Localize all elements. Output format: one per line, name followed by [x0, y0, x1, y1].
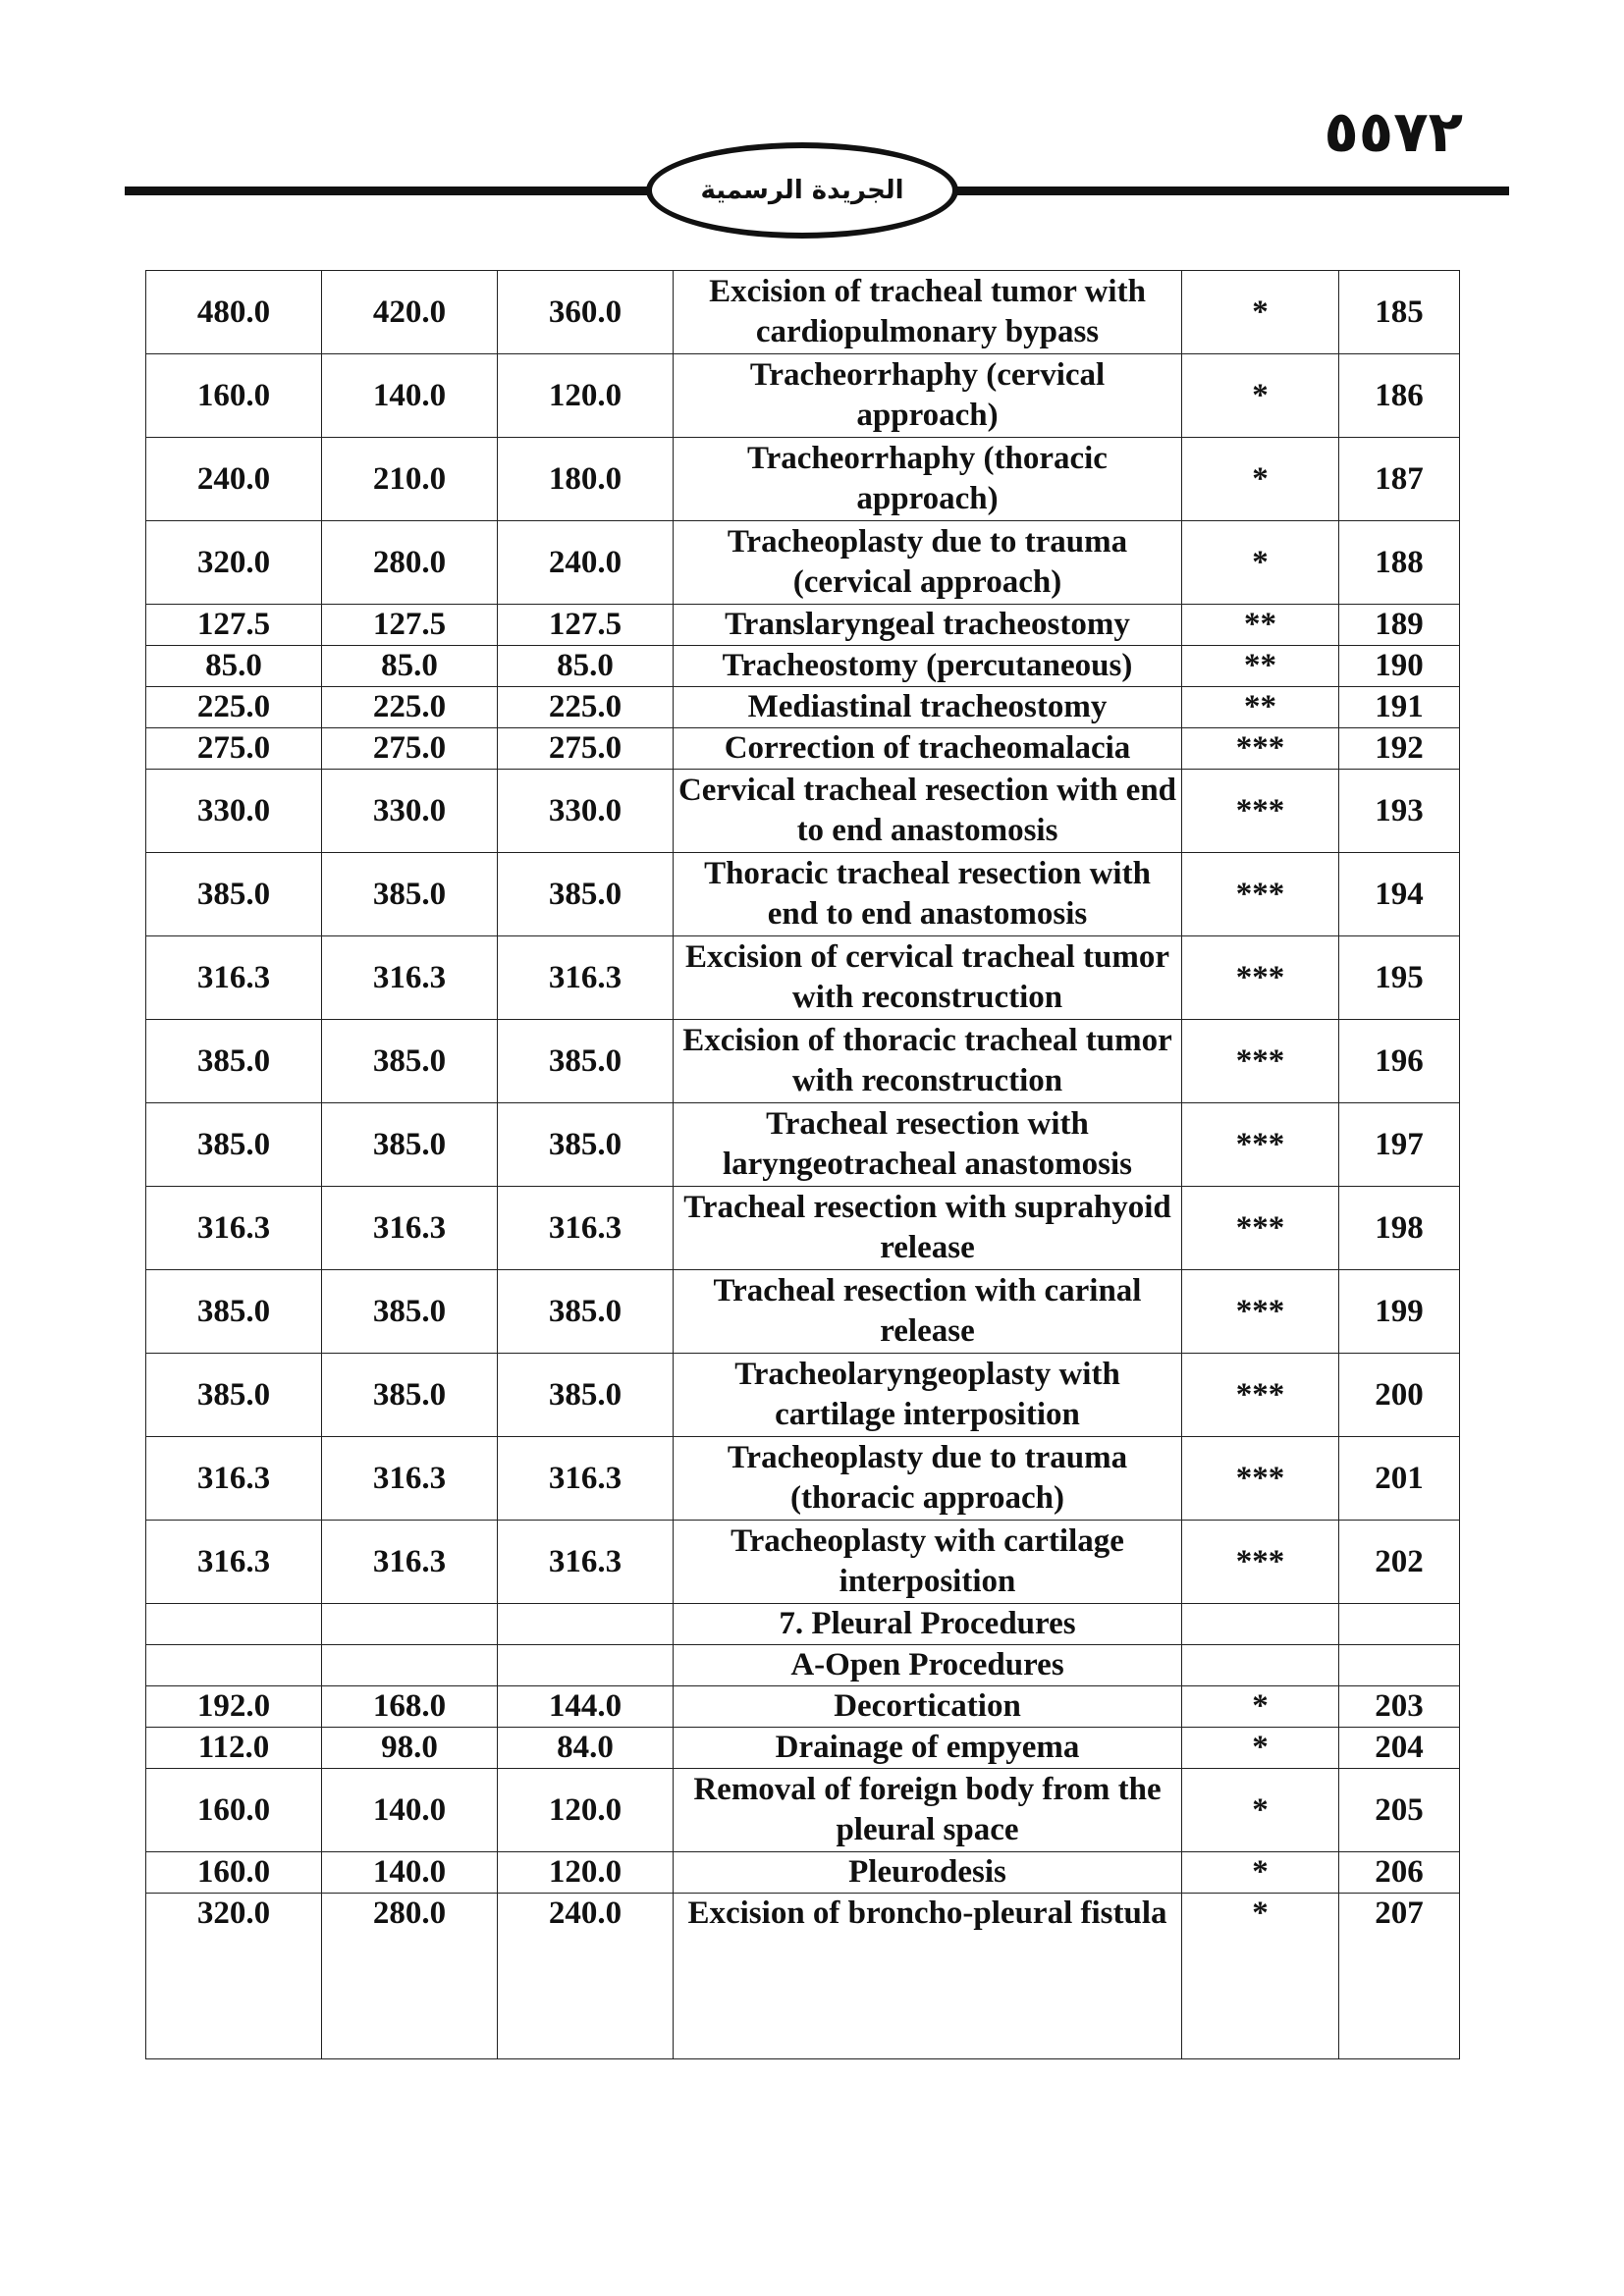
category-mark-cell: * [1182, 1769, 1339, 1852]
page-number: ٥٥٧٢ [1324, 98, 1463, 165]
procedure-name-cell: Excision of broncho-pleural fistula [674, 1894, 1182, 2059]
category-mark-cell: * [1182, 1686, 1339, 1728]
table-row [146, 687, 1460, 728]
category-mark-cell [1182, 1645, 1339, 1686]
fee-cell-1: 112.0 [146, 1728, 322, 1769]
table-row [146, 521, 1460, 605]
procedure-name-cell: Excision of tracheal tumor with cardiopulmonary bypass [674, 271, 1182, 354]
fee-cell-3: 385.0 [498, 1103, 674, 1187]
procedure-name-cell: Pleurodesis [674, 1852, 1182, 1894]
procedure-code-cell: 185 [1339, 271, 1460, 354]
fee-cell-2: 168.0 [322, 1686, 498, 1728]
procedure-name-cell: Mediastinal tracheostomy [674, 687, 1182, 728]
fee-cell-3: 385.0 [498, 1020, 674, 1103]
fee-cell-1 [146, 1645, 322, 1686]
procedure-name-cell: Tracheoplasty due to trauma (thoracic approach) [674, 1437, 1182, 1521]
procedure-code-cell: 197 [1339, 1103, 1460, 1187]
fee-cell-3: 385.0 [498, 853, 674, 936]
category-mark-cell: ** [1182, 687, 1339, 728]
fee-cell-3: 120.0 [498, 354, 674, 438]
fee-cell-2: 140.0 [322, 1769, 498, 1852]
procedure-code-cell: 186 [1339, 354, 1460, 438]
category-mark-cell: *** [1182, 936, 1339, 1020]
fee-cell-1: 320.0 [146, 521, 322, 605]
fee-cell-1: 160.0 [146, 1852, 322, 1894]
fee-cell-2: 385.0 [322, 1020, 498, 1103]
procedure-code-cell: 204 [1339, 1728, 1460, 1769]
category-mark-cell: ** [1182, 646, 1339, 687]
fee-cell-3: 316.3 [498, 1187, 674, 1270]
fee-cell-2: 225.0 [322, 687, 498, 728]
fee-cell-1: 275.0 [146, 728, 322, 770]
table-row [146, 1354, 1460, 1437]
fee-cell-2 [322, 1645, 498, 1686]
procedure-code-cell: 193 [1339, 770, 1460, 853]
fee-cell-2: 385.0 [322, 1103, 498, 1187]
procedure-code-cell: 192 [1339, 728, 1460, 770]
fee-cell-1: 160.0 [146, 1769, 322, 1852]
table-row [146, 770, 1460, 853]
table-row [146, 1728, 1460, 1769]
fee-cell-2: 85.0 [322, 646, 498, 687]
category-mark-cell: * [1182, 521, 1339, 605]
fee-cell-1: 192.0 [146, 1686, 322, 1728]
procedure-name-cell: Excision of cervical tracheal tumor with reconstruction [674, 936, 1182, 1020]
procedure-code-cell: 205 [1339, 1769, 1460, 1852]
category-mark-cell: *** [1182, 728, 1339, 770]
fee-cell-2: 420.0 [322, 271, 498, 354]
procedure-code-cell: 207 [1339, 1894, 1460, 2059]
category-mark-cell: * [1182, 1852, 1339, 1894]
table-row [146, 1604, 1460, 1645]
fee-cell-1: 316.3 [146, 1521, 322, 1604]
procedure-code-cell: 206 [1339, 1852, 1460, 1894]
table-row [146, 1852, 1460, 1894]
fee-cell-3: 385.0 [498, 1354, 674, 1437]
table-row [146, 1686, 1460, 1728]
fee-schedule-table [145, 270, 1460, 2059]
procedure-code-cell: 187 [1339, 438, 1460, 521]
table-row [146, 936, 1460, 1020]
table-row [146, 271, 1460, 354]
procedure-name-cell: Removal of foreign body from the pleural space [674, 1769, 1182, 1852]
procedure-name-cell: Tracheolaryngeoplasty with cartilage interposition [674, 1354, 1182, 1437]
table-row [146, 1187, 1460, 1270]
fee-cell-2: 316.3 [322, 1187, 498, 1270]
table-row [146, 1645, 1460, 1686]
fee-cell-1: 127.5 [146, 605, 322, 646]
fee-cell-1: 85.0 [146, 646, 322, 687]
procedure-code-cell: 191 [1339, 687, 1460, 728]
procedure-code-cell: 199 [1339, 1270, 1460, 1354]
fee-cell-1: 480.0 [146, 271, 322, 354]
fee-cell-3 [498, 1604, 674, 1645]
procedure-code-cell: 201 [1339, 1437, 1460, 1521]
fee-cell-1: 385.0 [146, 853, 322, 936]
procedure-name-cell: Tracheoplasty due to trauma (cervical approach) [674, 521, 1182, 605]
procedure-code-cell: 196 [1339, 1020, 1460, 1103]
fee-cell-2: 316.3 [322, 1437, 498, 1521]
fee-cell-3: 316.3 [498, 936, 674, 1020]
table-row [146, 728, 1460, 770]
fee-cell-2: 330.0 [322, 770, 498, 853]
table-row [146, 354, 1460, 438]
procedure-code-cell [1339, 1645, 1460, 1686]
category-mark-cell: * [1182, 438, 1339, 521]
fee-cell-1: 240.0 [146, 438, 322, 521]
table-row [146, 646, 1460, 687]
fee-cell-2: 385.0 [322, 1270, 498, 1354]
fee-cell-3: 84.0 [498, 1728, 674, 1769]
fee-cell-3: 275.0 [498, 728, 674, 770]
fee-cell-2: 275.0 [322, 728, 498, 770]
category-mark-cell: ** [1182, 605, 1339, 646]
fee-cell-3: 330.0 [498, 770, 674, 853]
fee-cell-1: 385.0 [146, 1020, 322, 1103]
table-row [146, 1270, 1460, 1354]
fee-cell-1: 316.3 [146, 936, 322, 1020]
fee-cell-1: 316.3 [146, 1437, 322, 1521]
table-row [146, 1020, 1460, 1103]
procedure-name-cell: Tracheal resection with suprahyoid release [674, 1187, 1182, 1270]
table-body [146, 271, 1460, 2059]
table-row [146, 1769, 1460, 1852]
fee-cell-2: 316.3 [322, 936, 498, 1020]
procedure-name-cell: Tracheal resection with carinal release [674, 1270, 1182, 1354]
procedure-code-cell: 203 [1339, 1686, 1460, 1728]
category-mark-cell: * [1182, 271, 1339, 354]
fee-cell-3: 360.0 [498, 271, 674, 354]
procedure-name-cell: Tracheal resection with laryngeotracheal anastomosis [674, 1103, 1182, 1187]
procedure-code-cell [1339, 1604, 1460, 1645]
fee-cell-1: 330.0 [146, 770, 322, 853]
fee-cell-3: 316.3 [498, 1521, 674, 1604]
fee-cell-3: 85.0 [498, 646, 674, 687]
procedure-name-cell: Tracheorrhaphy (thoracic approach) [674, 438, 1182, 521]
procedure-name-cell: Tracheoplasty with cartilage interposition [674, 1521, 1182, 1604]
procedure-name-cell: 7. Pleural Procedures [674, 1604, 1182, 1645]
fee-cell-2: 280.0 [322, 1894, 498, 2059]
fee-cell-2: 316.3 [322, 1521, 498, 1604]
fee-cell-3: 180.0 [498, 438, 674, 521]
category-mark-cell: *** [1182, 1270, 1339, 1354]
procedure-code-cell: 194 [1339, 853, 1460, 936]
fee-cell-2 [322, 1604, 498, 1645]
table-row [146, 853, 1460, 936]
procedure-code-cell: 195 [1339, 936, 1460, 1020]
fee-cell-3: 240.0 [498, 521, 674, 605]
table-row [146, 1894, 1460, 2059]
fee-cell-3: 316.3 [498, 1437, 674, 1521]
procedure-name-cell: Excision of thoracic tracheal tumor with reconstruction [674, 1020, 1182, 1103]
procedure-name-cell: Tracheostomy (percutaneous) [674, 646, 1182, 687]
table-row [146, 605, 1460, 646]
category-mark-cell: *** [1182, 1020, 1339, 1103]
category-mark-cell [1182, 1604, 1339, 1645]
fee-cell-2: 98.0 [322, 1728, 498, 1769]
procedure-name-cell: Translaryngeal tracheostomy [674, 605, 1182, 646]
table-row [146, 1103, 1460, 1187]
fee-cell-3: 144.0 [498, 1686, 674, 1728]
category-mark-cell: * [1182, 354, 1339, 438]
table-row [146, 1521, 1460, 1604]
procedure-code-cell: 202 [1339, 1521, 1460, 1604]
category-mark-cell: *** [1182, 853, 1339, 936]
procedure-name-cell: A-Open Procedures [674, 1645, 1182, 1686]
procedure-name-cell: Cervical tracheal resection with end to end anastomosis [674, 770, 1182, 853]
procedure-name-cell: Tracheorrhaphy (cervical approach) [674, 354, 1182, 438]
procedure-code-cell: 198 [1339, 1187, 1460, 1270]
fee-cell-1: 385.0 [146, 1354, 322, 1437]
fee-cell-3: 225.0 [498, 687, 674, 728]
category-mark-cell: * [1182, 1894, 1339, 2059]
procedure-name-cell: Correction of tracheomalacia [674, 728, 1182, 770]
category-mark-cell: *** [1182, 1521, 1339, 1604]
fee-cell-2: 280.0 [322, 521, 498, 605]
fee-cell-3 [498, 1645, 674, 1686]
fee-cell-3: 127.5 [498, 605, 674, 646]
procedure-code-cell: 200 [1339, 1354, 1460, 1437]
fee-cell-2: 385.0 [322, 853, 498, 936]
fee-cell-3: 240.0 [498, 1894, 674, 2059]
fee-cell-1: 385.0 [146, 1270, 322, 1354]
gazette-title: الجريدة الرسمية [700, 176, 904, 205]
procedure-code-cell: 190 [1339, 646, 1460, 687]
category-mark-cell: *** [1182, 770, 1339, 853]
fee-cell-3: 120.0 [498, 1769, 674, 1852]
procedure-code-cell: 188 [1339, 521, 1460, 605]
fee-cell-1: 316.3 [146, 1187, 322, 1270]
category-mark-cell: * [1182, 1728, 1339, 1769]
category-mark-cell: *** [1182, 1187, 1339, 1270]
fee-cell-3: 385.0 [498, 1270, 674, 1354]
table-row [146, 1437, 1460, 1521]
fee-cell-1: 225.0 [146, 687, 322, 728]
fee-cell-2: 385.0 [322, 1354, 498, 1437]
fee-cell-2: 140.0 [322, 354, 498, 438]
fee-cell-3: 120.0 [498, 1852, 674, 1894]
fee-cell-2: 210.0 [322, 438, 498, 521]
procedure-name-cell: Decortication [674, 1686, 1182, 1728]
fee-cell-1: 385.0 [146, 1103, 322, 1187]
fee-cell-1: 160.0 [146, 354, 322, 438]
fee-cell-1 [146, 1604, 322, 1645]
fee-cell-1: 320.0 [146, 1894, 322, 2059]
procedure-name-cell: Drainage of empyema [674, 1728, 1182, 1769]
table-row [146, 438, 1460, 521]
category-mark-cell: *** [1182, 1103, 1339, 1187]
fee-cell-2: 127.5 [322, 605, 498, 646]
gazette-masthead [646, 142, 958, 239]
category-mark-cell: *** [1182, 1354, 1339, 1437]
procedure-name-cell: Thoracic tracheal resection with end to end anastomosis [674, 853, 1182, 936]
procedure-code-cell: 189 [1339, 605, 1460, 646]
category-mark-cell: *** [1182, 1437, 1339, 1521]
fee-cell-2: 140.0 [322, 1852, 498, 1894]
